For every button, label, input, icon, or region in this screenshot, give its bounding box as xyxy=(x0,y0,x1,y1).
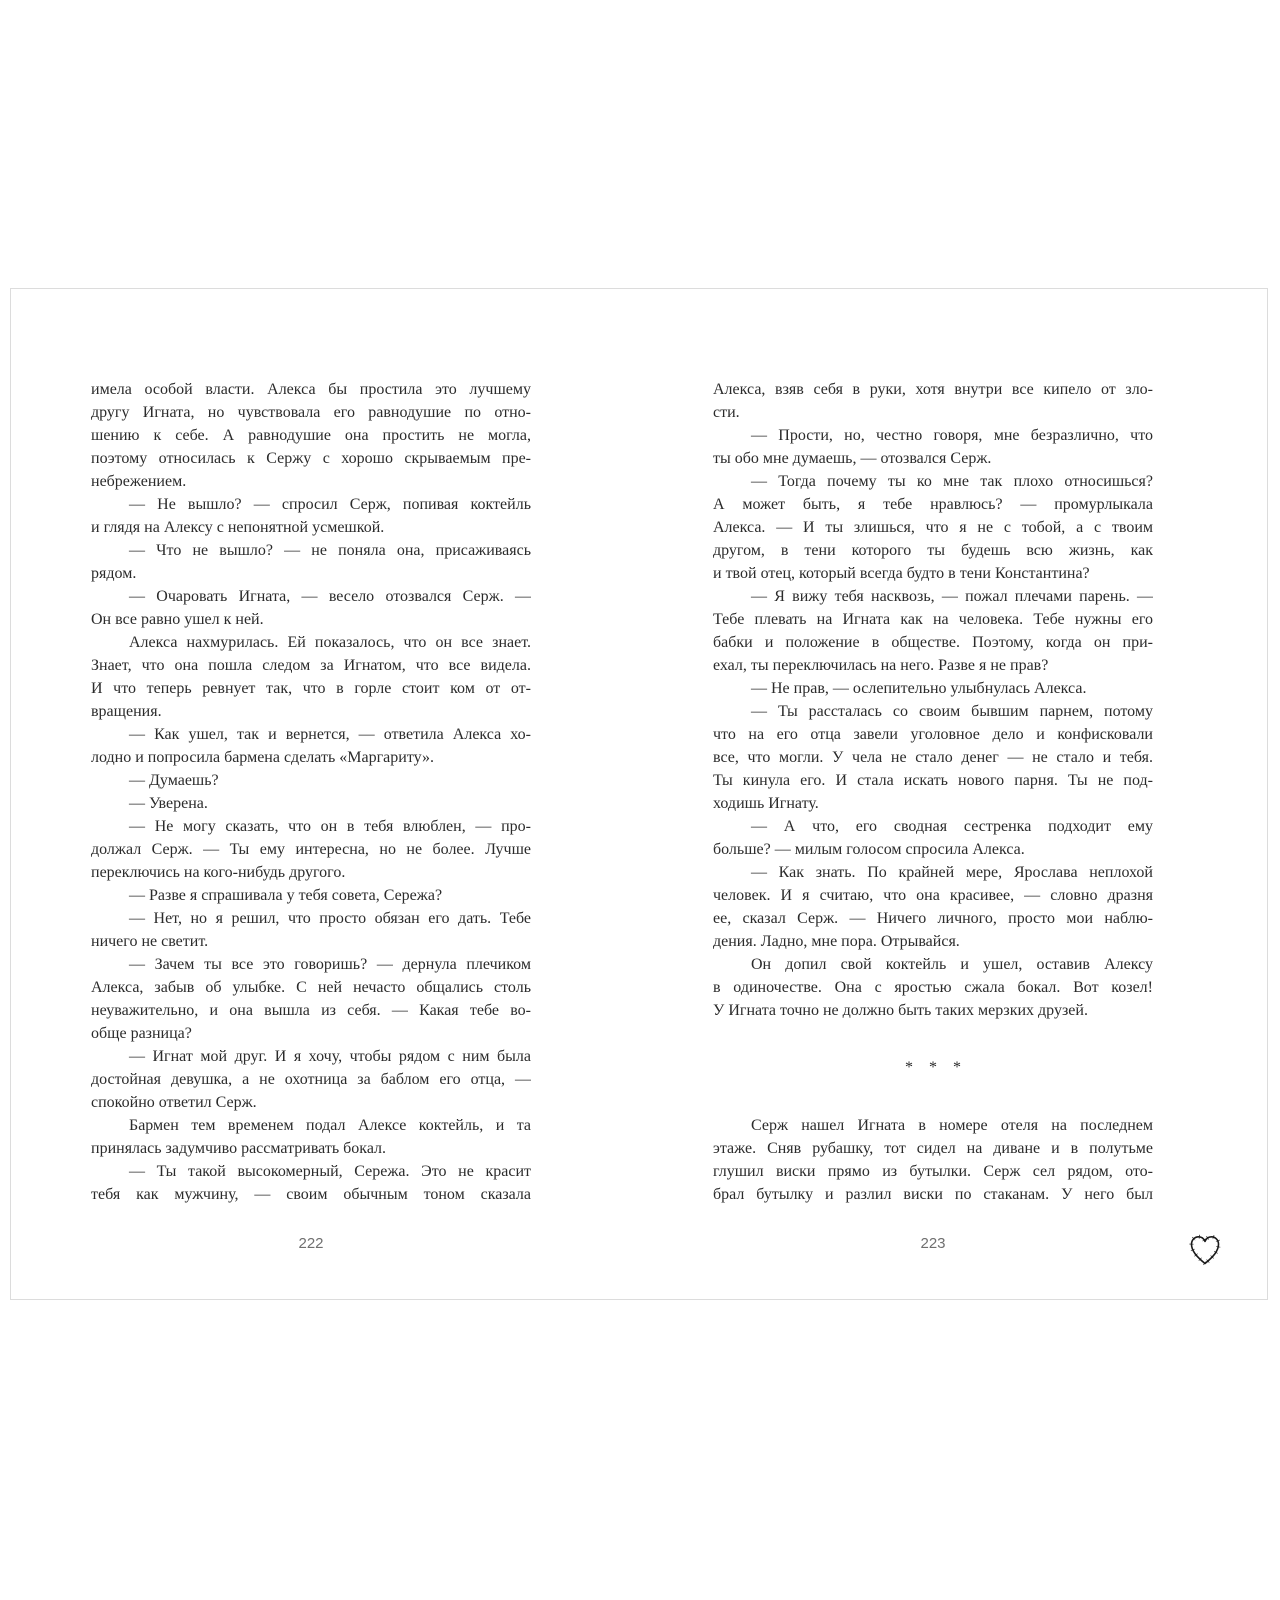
text-line: — Очаровать Игната, — весело отозвался Серж. — xyxy=(129,588,531,605)
page-number-right: 223 xyxy=(920,1235,946,1252)
text-line: — Ты такой высокомерный, Сережа. Это не красит xyxy=(129,1163,531,1180)
text-line: имела особой власти. Алекса бы простила это лучшему xyxy=(91,381,531,398)
text-line: Бармен тем временем подал Алексе коктейль, и та xyxy=(129,1117,531,1134)
text-line: другу Игната, но чувствовала его равнодушие по отно- xyxy=(91,404,531,421)
text-line: — Не вышло? — спросил Серж, попивая коктейль xyxy=(129,496,531,513)
text-line: — Думаешь? xyxy=(129,772,219,789)
text-line: — Тогда почему ты ко мне так плохо относишься? xyxy=(751,473,1153,490)
text-line: обще разница? xyxy=(91,1025,192,1042)
text-line: — Как знать. По крайней мере, Ярослава неплохой xyxy=(751,864,1153,881)
text-line: Алекса нахмурилась. Ей показалось, что он все знает. xyxy=(129,634,531,651)
text-line: — Разве я спрашивала у тебя совета, Сережа? xyxy=(129,887,443,904)
text-line: — Прости, но, честно говоря, мне безразлично, что xyxy=(751,427,1153,444)
text-line: — Ты рассталась со своим бывшим парнем, потому xyxy=(751,703,1153,720)
text-line: Тебе плевать на Игната как на человека. Тебе нужны его xyxy=(713,611,1153,628)
text-line: дения. Ладно, мне пора. Отрывайся. xyxy=(713,933,960,950)
text-line: неуважительно, и она вышла из себя. — Какая тебе во- xyxy=(91,1002,531,1019)
text-line: другом, в тени которого ты будешь всю жизнь, как xyxy=(713,542,1153,559)
text-line: в одиночестве. Она с яростью сжала бокал. Вот козел! xyxy=(713,979,1153,996)
text-line: глушил виски прямо из бутылки. Серж сел рядом, ото- xyxy=(713,1163,1153,1180)
text-line: — Не прав, — ослепительно улыбнулась Алекса. xyxy=(751,680,1087,697)
right-page-text-column xyxy=(713,378,1153,1206)
text-line: шению к себе. А равнодушие она простить не могла, xyxy=(91,427,531,444)
text-line: рядом. xyxy=(91,565,137,582)
text-line: Алекса, взяв себя в руки, хотя внутри все кипело от зло- xyxy=(713,381,1153,398)
text-line: ходишь Игнату. xyxy=(713,795,819,812)
heart-icon xyxy=(1187,1233,1223,1269)
text-line: и глядя на Алексу с непонятной усмешкой. xyxy=(91,519,385,536)
section-separator: * * * xyxy=(905,1059,967,1076)
text-line: Алекса, забыв об улыбке. С ней нечасто общались столь xyxy=(91,979,531,996)
text-line: принялась задумчиво рассматривать бокал. xyxy=(91,1140,387,1157)
text-line: — Я вижу тебя насквозь, — пожал плечами парень. — xyxy=(751,588,1153,605)
text-line: — Как ушел, так и вернется, — ответила Алекса хо- xyxy=(129,726,531,743)
right-page-lines-bottom xyxy=(713,1114,1153,1206)
text-line: У Игната точно не должно быть таких мерзких друзей. xyxy=(713,1002,1088,1019)
text-line: поэтому относилась к Сержу с хорошо скрываемым пре- xyxy=(91,450,531,467)
text-line: А может быть, я тебе нравлюсь? — промурлыкала xyxy=(713,496,1153,513)
text-line: — Уверена. xyxy=(129,795,208,812)
text-line: что на его отца завели уголовное дело и конфисковали xyxy=(713,726,1153,743)
text-line: ничего не светит. xyxy=(91,933,209,950)
text-line: переключись на кого-нибудь другого. xyxy=(91,864,346,881)
text-line: больше? — милым голосом спросила Алекса. xyxy=(713,841,1025,858)
text-line: — Не могу сказать, что он в тебя влюблен, — про- xyxy=(129,818,531,835)
text-line: — Нет, но я решил, что просто обязан его дать. Тебе xyxy=(129,910,531,927)
text-line: лодно и попросила бармена сделать «Маргариту». xyxy=(91,749,434,766)
text-line: сти. xyxy=(713,404,740,421)
book-spread xyxy=(10,288,1268,1300)
text-line: достойная девушка, а не охотница за баблом его отца, — xyxy=(91,1071,531,1088)
text-line: Он допил свой коктейль и ушел, оставив Алексу xyxy=(751,956,1153,973)
left-page-text-column xyxy=(91,378,531,1206)
text-line: — Что не вышло? — не поняла она, присаживаясь xyxy=(129,542,531,559)
text-line: Серж нашел Игната в номере отеля на последнем xyxy=(751,1117,1153,1134)
text-line: этаже. Сняв рубашку, тот сидел на диване и в полутьме xyxy=(713,1140,1153,1157)
text-line: брал бутылку и разлил виски по стаканам. У него был xyxy=(713,1186,1153,1203)
text-line: и твой отец, который всегда будто в тени Константина? xyxy=(713,565,1090,582)
text-line: ее, сказал Серж. — Ничего личного, просто мои наблю- xyxy=(713,910,1153,927)
text-line: бабки и положение в обществе. Поэтому, когда он при- xyxy=(713,634,1153,651)
text-line: — А что, его сводная сестренка подходит ему xyxy=(751,818,1153,835)
text-line: — Зачем ты все это говоришь? — дернула плечиком xyxy=(129,956,531,973)
text-line: Он все равно ушел к ней. xyxy=(91,611,264,628)
text-line: Ты кинула его. И стала искать нового парня. Ты не под- xyxy=(713,772,1153,789)
text-line: спокойно ответил Серж. xyxy=(91,1094,257,1111)
page-number-left: 222 xyxy=(298,1235,324,1252)
text-line: Знает, что она пошла следом за Игнатом, что все видела. xyxy=(91,657,531,674)
text-line: И что теперь ревнует так, что в горле стоит ком от от- xyxy=(91,680,531,697)
text-line: — Игнат мой друг. И я хочу, чтобы рядом с ним была xyxy=(129,1048,531,1065)
text-line: все, что могли. У чела не стало денег — не стало и тебя. xyxy=(713,749,1153,766)
text-line: Алекса. — И ты злишься, что я не с тобой, а с твоим xyxy=(713,519,1153,536)
text-line: ты обо мне думаешь, — отозвался Серж. xyxy=(713,450,992,467)
text-line: человек. И я считаю, что она красивее, — словно дразня xyxy=(713,887,1153,904)
text-line: должал Серж. — Ты ему интересна, но не более. Лучше xyxy=(91,841,531,858)
text-line: вращения. xyxy=(91,703,162,720)
text-line: тебя как мужчину, — своим обычным тоном сказала xyxy=(91,1186,531,1203)
text-line: небрежением. xyxy=(91,473,187,490)
right-page-lines-top xyxy=(713,378,1153,1022)
text-line: ехал, ты переключилась на него. Разве я не прав? xyxy=(713,657,1049,674)
